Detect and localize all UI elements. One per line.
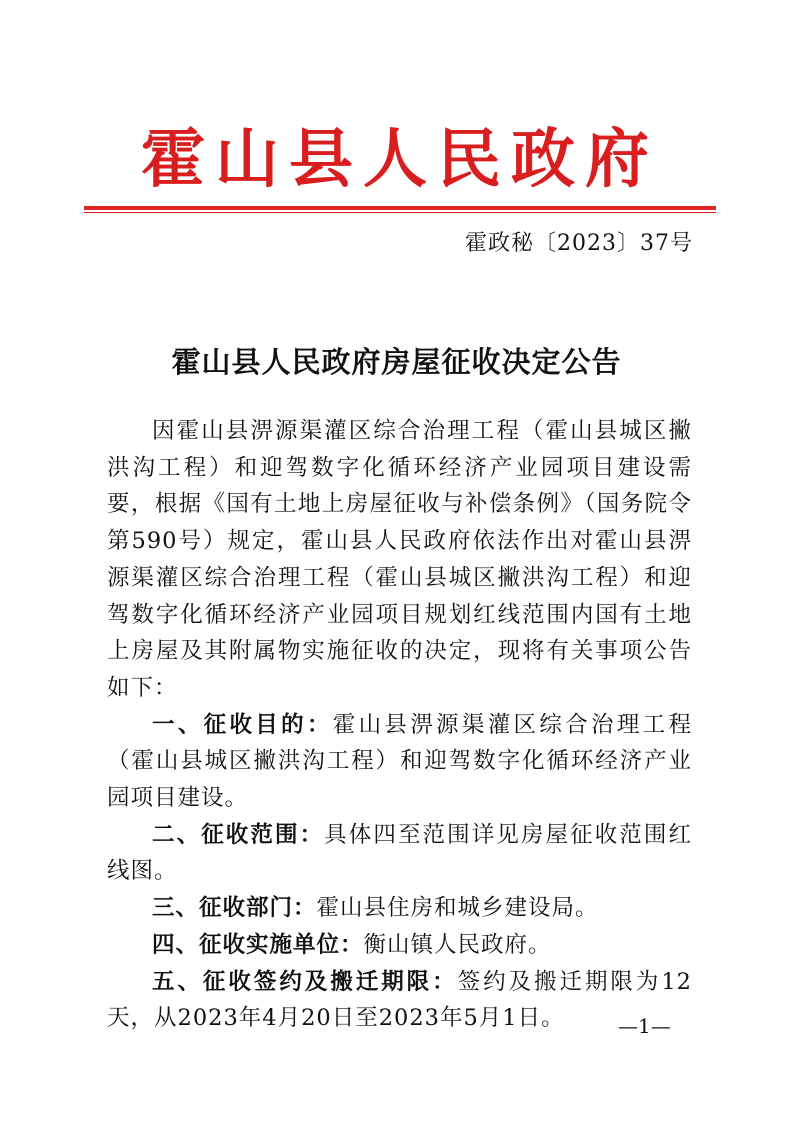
red-separator-line-thin [84, 212, 716, 213]
page-number: —1— [618, 1014, 671, 1038]
item-department-text: 霍山县住房和城乡建设局。 [316, 895, 599, 922]
issuer-masthead: 霍山县人民政府 [141, 122, 659, 197]
item-implementing-unit-text: 衡山镇人民政府。 [363, 931, 552, 958]
item-scope-label: 二、征收范围： [152, 821, 325, 848]
item-scope-text: 具体四至范围详见房屋征收范围红线图。 [107, 821, 692, 885]
item-deadline-label: 五、征收签约及搬迁期限： [152, 968, 458, 995]
document-number: 霍政秘〔2023〕37号 [465, 231, 693, 256]
item-scope [107, 817, 692, 890]
item-deadline-text: 签约及搬迁期限为12天，从2023年4月20日至2023年5月1日。 [107, 968, 692, 1032]
item-department [107, 890, 692, 927]
intro-paragraph: 因霍山县淠源渠灌区综合治理工程（霍山县城区撇洪沟工程）和迎驾数字化循环经济产业园项目建设需要，根据《国有土地上房屋征收与补偿条例》（国务院令第590号）规定，霍山县人民政府依法作出对霍山县淠源渠灌区综合治理工程（霍山县城区撇洪沟工程）和迎驾数字化循环经济产业园项目规划红线范围内国有土地上房屋及其附属物实施征收的决定，现将有关事项公告如下： [107, 418, 692, 701]
item-implementing-unit-label: 四、征收实施单位： [152, 931, 364, 958]
item-purpose [107, 707, 692, 817]
item-purpose-label: 一、征收目的： [152, 711, 333, 738]
item-department-label: 三、征收部门： [152, 895, 317, 922]
item-implementing-unit [107, 927, 692, 964]
item-purpose-text: 霍山县淠源渠灌区综合治理工程（霍山县城区撇洪沟工程）和迎驾数字化循环经济产业园项目建设。 [107, 711, 692, 812]
document-body [107, 413, 692, 1037]
item-deadline [107, 964, 692, 1037]
red-separator-line [84, 206, 716, 210]
document-title: 霍山县人民政府房屋征收决定公告 [171, 345, 622, 379]
